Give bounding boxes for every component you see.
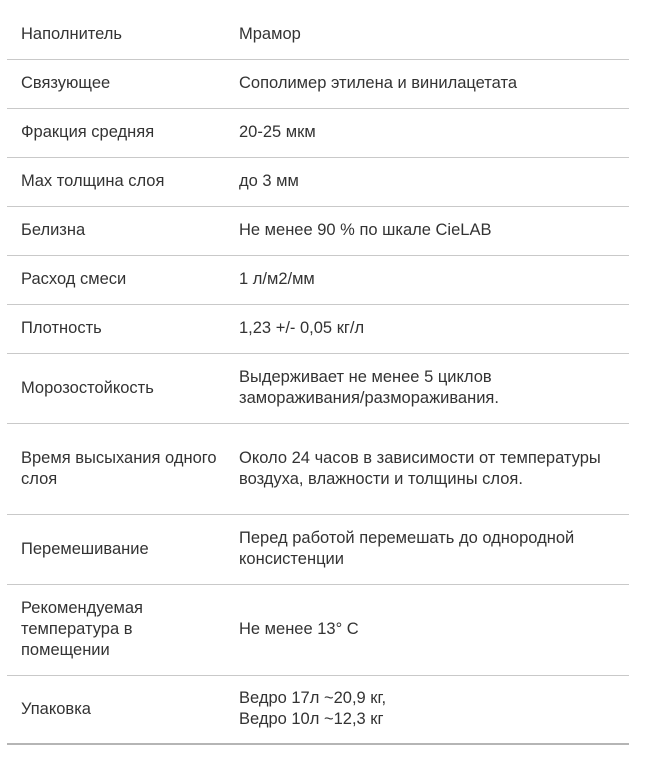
table-row xyxy=(7,10,629,59)
row-label: Морозостойкость xyxy=(7,353,224,423)
row-label: Рекомендуемая температура в помещении xyxy=(7,584,224,675)
row-label: Фракция средняя xyxy=(7,108,224,157)
row-value: Мрамор xyxy=(224,10,629,59)
row-value: Перед работой перемешать до однородной консистенции xyxy=(224,514,629,584)
table-row xyxy=(7,353,629,423)
row-label: Время высыхания одного слоя xyxy=(7,423,224,514)
table-row xyxy=(7,108,629,157)
row-label: Упаковка xyxy=(7,675,224,744)
row-value: 1,23 +/- 0,05 кг/л xyxy=(224,304,629,353)
table-row xyxy=(7,423,629,514)
row-value: до 3 мм xyxy=(224,157,629,206)
table-row xyxy=(7,157,629,206)
row-value: Не менее 13° С xyxy=(224,584,629,675)
row-label: Плотность xyxy=(7,304,224,353)
specifications-table xyxy=(7,10,629,745)
row-label: Связующее xyxy=(7,59,224,108)
row-value: Около 24 часов в зависимости от температуры воздуха, влажности и толщины слоя. xyxy=(224,423,629,514)
table-row xyxy=(7,304,629,353)
row-label: Max толщина слоя xyxy=(7,157,224,206)
row-value: Сополимер этилена и винилацетата xyxy=(224,59,629,108)
row-label: Белизна xyxy=(7,206,224,255)
table-row xyxy=(7,514,629,584)
row-value: Не менее 90 % по шкале CieLAB xyxy=(224,206,629,255)
table-row xyxy=(7,584,629,675)
row-label: Перемешивание xyxy=(7,514,224,584)
table-row xyxy=(7,255,629,304)
row-value: Ведро 17л ~20,9 кг, Ведро 10л ~12,3 кг xyxy=(224,675,629,744)
row-value: 1 л/м2/мм xyxy=(224,255,629,304)
row-value: 20-25 мкм xyxy=(224,108,629,157)
row-label: Наполнитель xyxy=(7,10,224,59)
table-row xyxy=(7,675,629,744)
table-row xyxy=(7,206,629,255)
row-value: Выдерживает не менее 5 циклов замораживания/размораживания. xyxy=(224,353,629,423)
row-label: Расход смеси xyxy=(7,255,224,304)
table-row xyxy=(7,59,629,108)
